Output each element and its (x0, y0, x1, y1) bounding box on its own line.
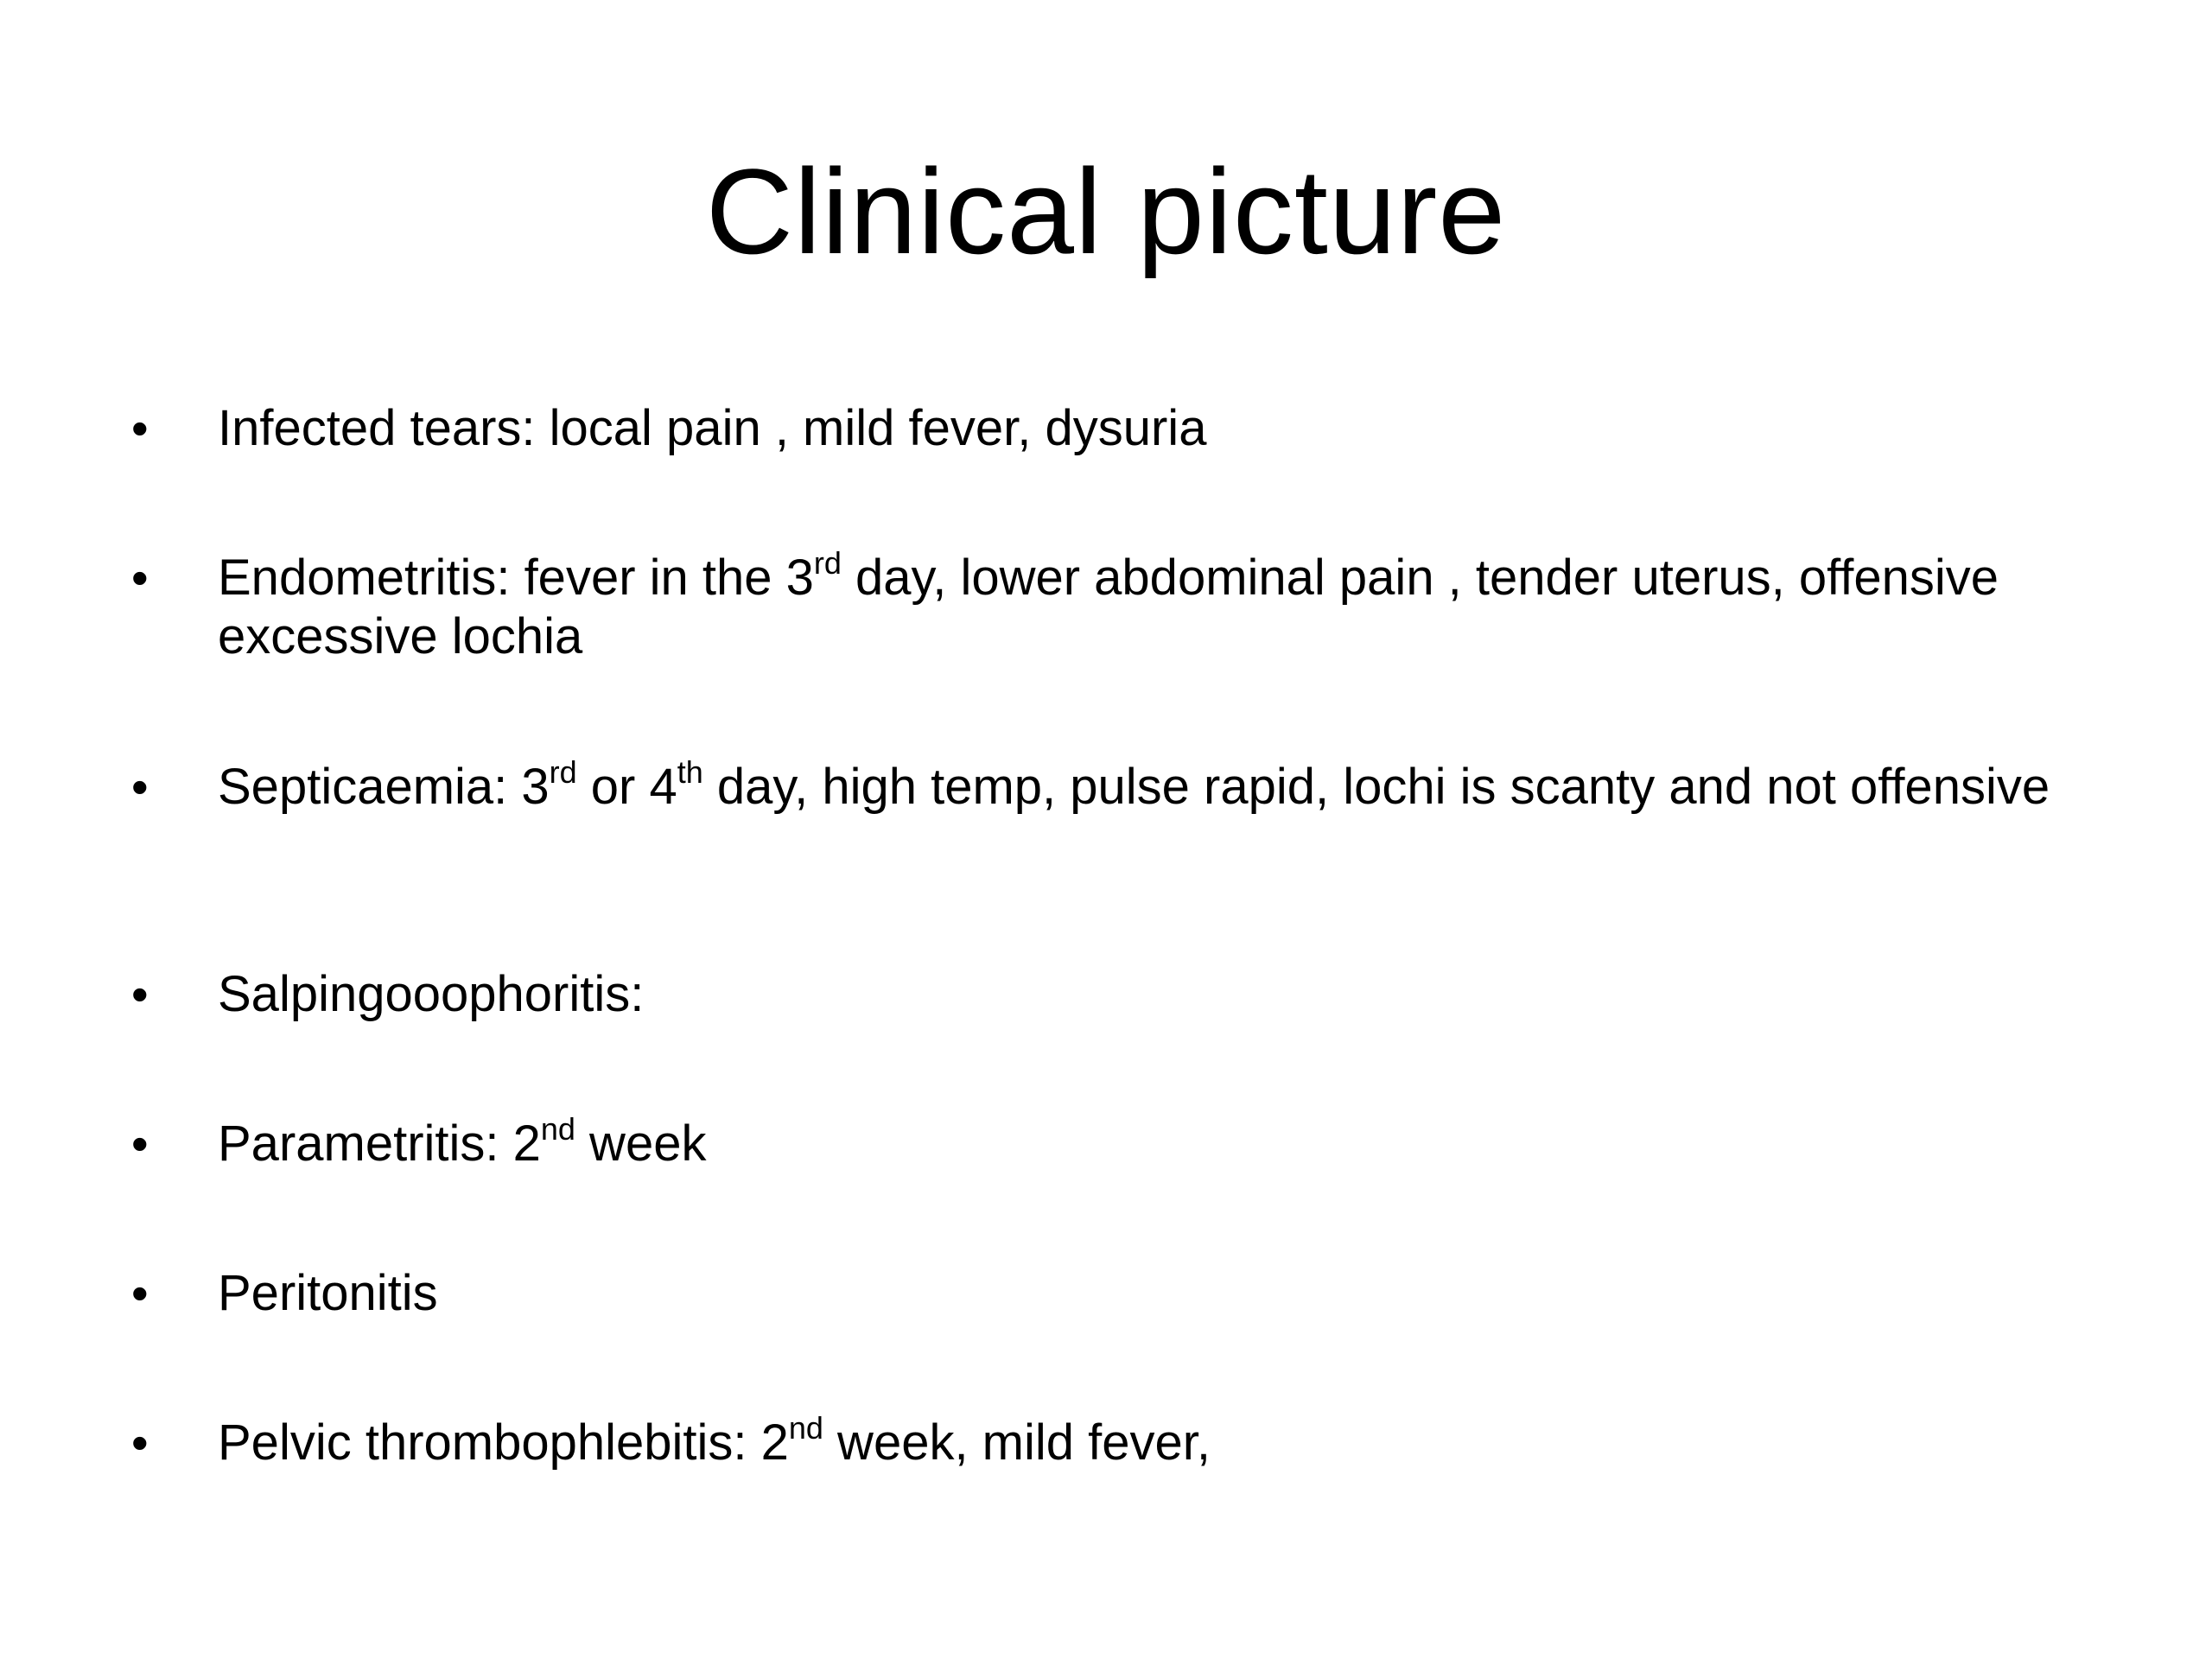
bullet-marker: • (131, 550, 149, 605)
ordinal-suffix: nd (788, 1409, 823, 1446)
bullet-marker: • (131, 1415, 149, 1470)
text-run: Salpingooophoritis: (218, 966, 645, 1022)
bullet-text (218, 965, 2188, 1024)
text-run: Infected tears: local pain , mild fever, dysuria (218, 400, 1207, 456)
text-run: week, mild fever, (823, 1414, 1211, 1471)
ordinal-suffix: nd (540, 1110, 575, 1147)
bullet-text (218, 399, 2188, 458)
text-run: week (575, 1116, 707, 1172)
text-run: Pelvic thrombophlebitis: 2 (218, 1414, 789, 1471)
slide-title: Clinical picture (705, 143, 1507, 279)
text-run: Peritonitis (218, 1265, 438, 1321)
bullet-text (218, 544, 2188, 666)
text-run: Septicaemia: 3 (218, 759, 550, 815)
bullet-marker: • (131, 1266, 149, 1320)
ordinal-suffix: rd (549, 753, 577, 790)
text-run: Parametritis: 2 (218, 1116, 541, 1172)
text-run: day, lower abdominal pain , tender uterus, offensive excessive lochia (218, 550, 1999, 664)
text-run: or 4 (576, 759, 677, 815)
bullet-marker: • (131, 401, 149, 455)
bullet-text (218, 753, 2188, 817)
bullet-text (218, 1264, 2188, 1323)
text-run: day, high temp, pulse rapid, lochi is scanty and not offensive (702, 759, 2050, 815)
text-run: Endometritis: fever in the 3 (218, 550, 814, 606)
ordinal-suffix: rd (813, 544, 842, 581)
bullet-marker: • (131, 967, 149, 1021)
bullet-marker: • (131, 760, 149, 814)
ordinal-suffix: th (677, 753, 703, 790)
bullet-text (218, 1409, 2188, 1472)
bullet-marker: • (131, 1116, 149, 1171)
bullet-text (218, 1110, 2188, 1173)
